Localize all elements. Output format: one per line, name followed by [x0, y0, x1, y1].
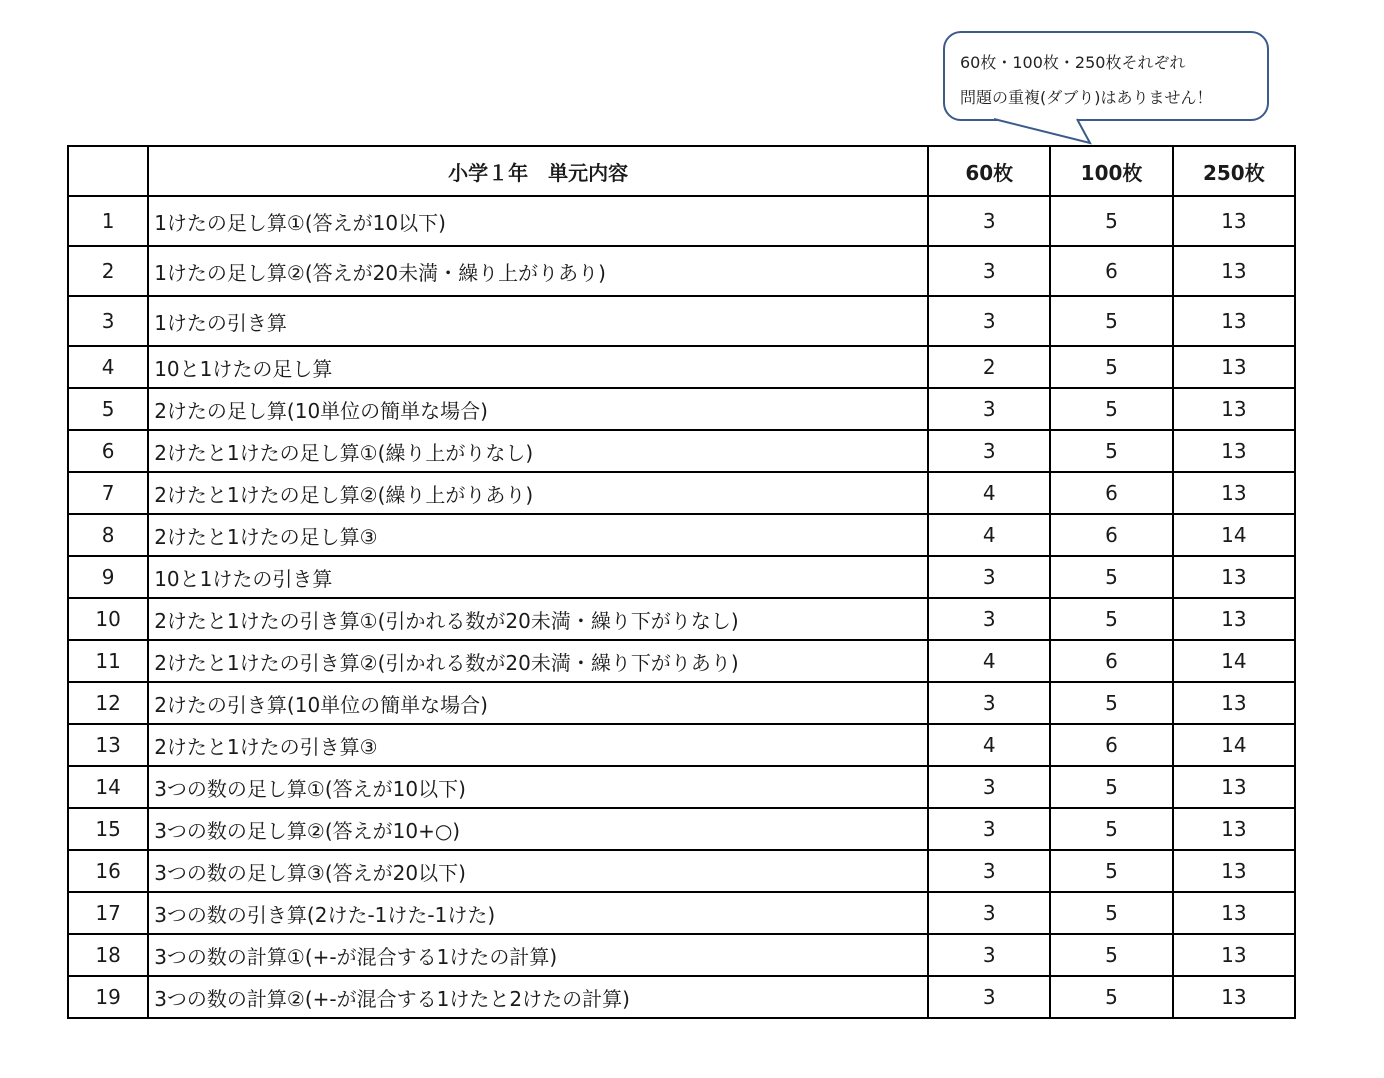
- count-60: 3: [928, 296, 1050, 346]
- unit-name: 1けたの足し算①(答えが10以下): [148, 196, 928, 246]
- table-row: [68, 296, 1295, 346]
- count-60: 3: [928, 934, 1050, 976]
- count-100: 5: [1050, 296, 1172, 346]
- count-60: 4: [928, 514, 1050, 556]
- table-row: [68, 346, 1295, 388]
- count-100: 5: [1050, 766, 1172, 808]
- count-100: 5: [1050, 892, 1172, 934]
- unit-name: 2けたの引き算(10単位の簡単な場合): [148, 682, 928, 724]
- row-number: 14: [68, 766, 148, 808]
- unit-name: 2けたと1けたの足し算③: [148, 514, 928, 556]
- count-100: 6: [1050, 246, 1172, 296]
- table-row: [68, 682, 1295, 724]
- table-row: [68, 388, 1295, 430]
- row-number: 7: [68, 472, 148, 514]
- table-row: [68, 850, 1295, 892]
- count-250: 13: [1173, 892, 1295, 934]
- count-100: 5: [1050, 850, 1172, 892]
- header-number: [68, 146, 148, 196]
- count-60: 3: [928, 388, 1050, 430]
- header-unit-content: 小学１年 単元内容: [148, 146, 928, 196]
- count-100: 6: [1050, 514, 1172, 556]
- unit-name: 1けたの引き算: [148, 296, 928, 346]
- count-100: 5: [1050, 976, 1172, 1018]
- count-250: 13: [1173, 472, 1295, 514]
- count-60: 3: [928, 850, 1050, 892]
- row-number: 15: [68, 808, 148, 850]
- callout-line-1: 60枚・100枚・250枚それぞれ: [960, 53, 1186, 72]
- unit-name: 2けたと1けたの引き算①(引かれる数が20未満・繰り下がりなし): [148, 598, 928, 640]
- table-row: [68, 196, 1295, 246]
- unit-name: 1けたの足し算②(答えが20未満・繰り上がりあり): [148, 246, 928, 296]
- count-250: 13: [1173, 976, 1295, 1018]
- count-60: 4: [928, 472, 1050, 514]
- unit-name: 10と1けたの引き算: [148, 556, 928, 598]
- row-number: 5: [68, 388, 148, 430]
- table-row: [68, 808, 1295, 850]
- unit-name: 3つの数の計算②(+-が混合する1けたと2けたの計算): [148, 976, 928, 1018]
- count-60: 3: [928, 196, 1050, 246]
- table-row: [68, 976, 1295, 1018]
- row-number: 4: [68, 346, 148, 388]
- row-number: 6: [68, 430, 148, 472]
- count-250: 13: [1173, 430, 1295, 472]
- row-number: 10: [68, 598, 148, 640]
- count-250: 13: [1173, 346, 1295, 388]
- header-60-sheets: 60枚: [928, 146, 1050, 196]
- row-number: 3: [68, 296, 148, 346]
- count-100: 6: [1050, 640, 1172, 682]
- callout-tail-icon: [990, 117, 1100, 147]
- row-number: 12: [68, 682, 148, 724]
- count-100: 5: [1050, 598, 1172, 640]
- count-100: 5: [1050, 556, 1172, 598]
- count-100: 5: [1050, 196, 1172, 246]
- count-100: 6: [1050, 724, 1172, 766]
- count-100: 6: [1050, 472, 1172, 514]
- count-250: 13: [1173, 556, 1295, 598]
- table-row: [68, 472, 1295, 514]
- count-60: 4: [928, 724, 1050, 766]
- count-250: 13: [1173, 766, 1295, 808]
- table-row: [68, 892, 1295, 934]
- unit-name: 3つの数の足し算①(答えが10以下): [148, 766, 928, 808]
- count-60: 3: [928, 976, 1050, 1018]
- count-250: 13: [1173, 682, 1295, 724]
- count-100: 5: [1050, 934, 1172, 976]
- count-250: 13: [1173, 246, 1295, 296]
- count-60: 3: [928, 598, 1050, 640]
- count-100: 5: [1050, 430, 1172, 472]
- count-250: 14: [1173, 514, 1295, 556]
- table-row: [68, 246, 1295, 296]
- count-100: 5: [1050, 682, 1172, 724]
- unit-name: 2けたと1けたの足し算①(繰り上がりなし): [148, 430, 928, 472]
- count-250: 13: [1173, 850, 1295, 892]
- row-number: 11: [68, 640, 148, 682]
- row-number: 16: [68, 850, 148, 892]
- row-number: 18: [68, 934, 148, 976]
- count-60: 4: [928, 640, 1050, 682]
- row-number: 19: [68, 976, 148, 1018]
- count-60: 3: [928, 808, 1050, 850]
- table-row: [68, 724, 1295, 766]
- table-row: [68, 598, 1295, 640]
- table-row: [68, 766, 1295, 808]
- unit-name: 2けたと1けたの引き算③: [148, 724, 928, 766]
- table-row: [68, 430, 1295, 472]
- count-60: 3: [928, 892, 1050, 934]
- count-250: 13: [1173, 598, 1295, 640]
- count-60: 3: [928, 246, 1050, 296]
- row-number: 17: [68, 892, 148, 934]
- row-number: 8: [68, 514, 148, 556]
- count-100: 5: [1050, 808, 1172, 850]
- count-60: 3: [928, 766, 1050, 808]
- unit-name: 2けたと1けたの足し算②(繰り上がりあり): [148, 472, 928, 514]
- unit-name: 3つの数の足し算②(答えが10+○): [148, 808, 928, 850]
- count-60: 3: [928, 682, 1050, 724]
- count-250: 13: [1173, 196, 1295, 246]
- unit-name: 2けたの足し算(10単位の簡単な場合): [148, 388, 928, 430]
- count-250: 13: [1173, 808, 1295, 850]
- unit-name: 2けたと1けたの引き算②(引かれる数が20未満・繰り下がりあり): [148, 640, 928, 682]
- header-100-sheets: 100枚: [1050, 146, 1172, 196]
- count-250: 13: [1173, 388, 1295, 430]
- table-row: [68, 934, 1295, 976]
- unit-name: 3つの数の計算①(+-が混合する1けたの計算): [148, 934, 928, 976]
- callout-line-2: 問題の重複(ダブり)はありません！: [960, 88, 1213, 107]
- row-number: 2: [68, 246, 148, 296]
- unit-name: 3つの数の引き算(2けた-1けた-1けた): [148, 892, 928, 934]
- speech-bubble-callout: [943, 31, 1269, 121]
- unit-name: 10と1けたの足し算: [148, 346, 928, 388]
- row-number: 1: [68, 196, 148, 246]
- count-60: 3: [928, 556, 1050, 598]
- count-250: 14: [1173, 724, 1295, 766]
- row-number: 9: [68, 556, 148, 598]
- count-250: 13: [1173, 934, 1295, 976]
- table-row: [68, 640, 1295, 682]
- count-100: 5: [1050, 346, 1172, 388]
- count-60: 3: [928, 430, 1050, 472]
- table-header-row: [68, 146, 1295, 196]
- count-250: 13: [1173, 296, 1295, 346]
- header-250-sheets: 250枚: [1173, 146, 1295, 196]
- count-60: 2: [928, 346, 1050, 388]
- table-row: [68, 556, 1295, 598]
- count-250: 14: [1173, 640, 1295, 682]
- table-row: [68, 514, 1295, 556]
- count-100: 5: [1050, 388, 1172, 430]
- unit-name: 3つの数の足し算③(答えが20以下): [148, 850, 928, 892]
- row-number: 13: [68, 724, 148, 766]
- unit-content-table: [67, 145, 1296, 1019]
